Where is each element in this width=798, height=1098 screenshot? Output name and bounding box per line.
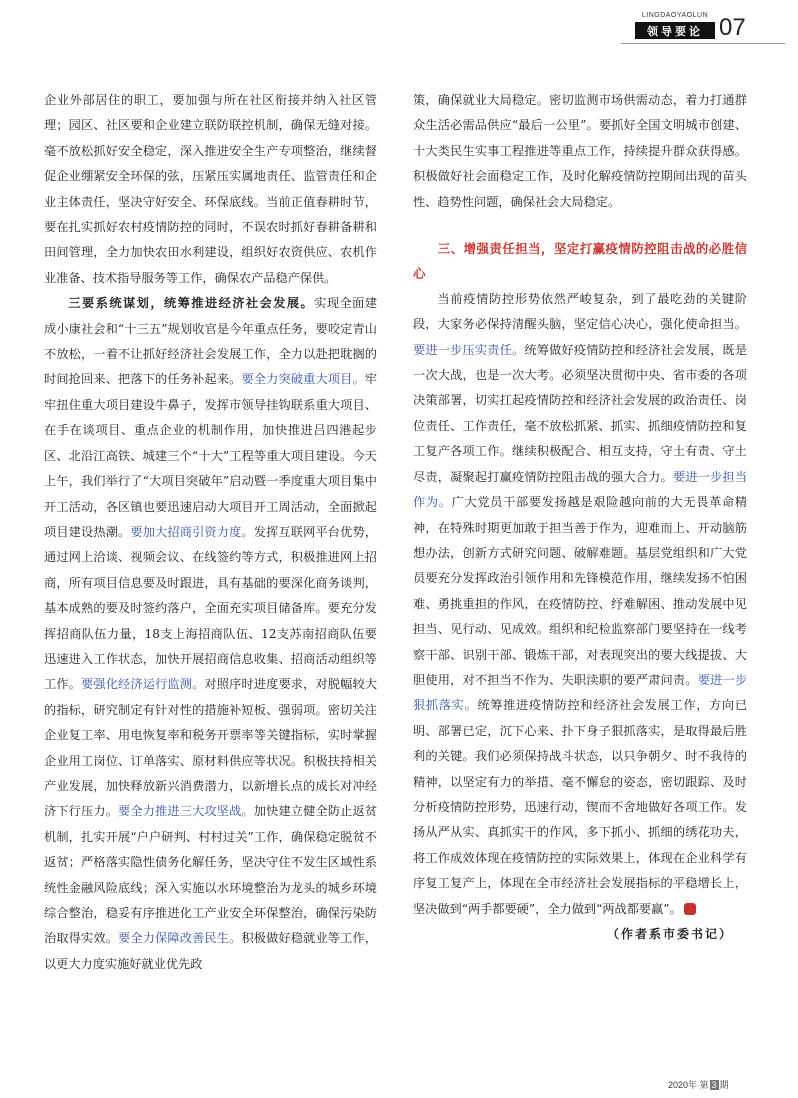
- paragraph: 三要系统谋划，统筹推进经济社会发展。实现全面建成小康社会和“十三五”规划收官是今年重点任务，要咬定青山不放松，一着不让抓好经济社会发展工作，全力以赴把耽搁的时间抢回来、把落下的任务补起来。要全力突破重大项目。牢牢扭住重大项目建设牛鼻子，发挥市领导挂钩联系重大项目、在手在谈项目、重点企业的机制作用，加快推进吕四港起步区、北沿江高铁、城建三个“十大”工程等重大项目建设。今天上午，我们举行了“大项目突破年”启动暨一季度重大项目集中开工活动，各区镇也要迅速启动大项目开工周活动，全面掀起项目建设热潮。要加大招商引资力度。发挥互联网平台优势，通过网上洽谈、视频会议、在线签约等方式，积极推进网上招商，所有项目信息要及时跟进，具有基础的要深化商务谈判，基本成熟的要及时签约落户，全面充实项目储备库。要充分发挥招商队伍力量，18支上海招商队伍、12支苏南招商队伍要迅速进入工作状态，加快开展招商信息收集、招商活动组织等工作。要强化经济运行监测。对照序时进度要求，对脱幅较大的指标，研究制定有针对性的措施补短板、强弱项。密切关注企业复工率、用电恢复率和税务开票率等关键指标，实时掌握企业用工岗位、订单落实、原材料供应等状况。积极扶持相关产业发展，加快释放新兴消费潜力，以新增长点的成长对冲经济下行压力。要全力推进三大攻坚战。加快建立健全防止返贫机制，扎实开展“户户研判、村村过关”工作，确保稳定脱贫不返贫；严格落实隐性债务化解任务，坚决守住不发生区域性系统性金融风险底线；深入实施以水环境整治为龙头的城乡环境综合整治，稳妥有序推进化工产业安全环保整治，确保污染防治取得实效。要全力保障改善民生。积极做好稳就业等工作，以更大力度实施好就业优先政: [44, 296, 378, 971]
- subpoint-heading: 要全力保障改善民生。: [118, 931, 242, 946]
- section-heading: 三、增强责任担当，坚定打赢疫情防控阻击战的必胜信心: [413, 241, 747, 282]
- right-column: [413, 88, 747, 947]
- page-footer: [668, 1078, 729, 1091]
- issue-suffix: 期: [719, 1080, 729, 1090]
- left-column: [44, 88, 377, 977]
- paragraph: 当前疫情防控形势依然严峻复杂，到了最吃劲的关键阶段，大家务必保持清醒头脑，坚定信心决心，强化使命担当。要进一步压实责任。统筹做好疫情防控和经济社会发展，既是一次大战，也是一次大考。必须坚决贯彻中央、省市委的各项决策部署，切实扛起疫情防控和经济社会发展的政治责任、岗位责任、工作责任，毫不放松抓紧、抓实、抓细疫情防控和复工复产各项工作。继续积极配合、相互支持，守土有责、守土尽责，凝聚起打赢疫情防控阻击战的强大合力。要进一步担当作为。广大党员干部要发扬越是艰险越向前的大无畏革命精神，在特殊时期更加敢于担当善于作为，迎难而上、开动脑筋想办法，创新方式研究问题、破解难题。基层党组织和广大党员要充分发挥政治引领作用和先锋模范作用，继续发扬不怕困难、勇挑重担的作风，在疫情防控、纾难解困、推动发展中见担当、见行动、见成效。组织和纪检监察部门要坚持在一线考察干部、识别干部、锻炼干部，对表现突出的要大线提拔、大胆使用，对不担当不作为、失职渎职的要严肃问责。要进一步狠抓落实。统筹推进疫情防控和经济社会发展工作，方向已明、部署已定，沉下心来、扑下身子狠抓落实，是取得最后胜利的关键。我们必须保持战斗状态，以只争朝夕、时不我待的精神，以坚定有力的举措、毫不懈怠的姿态，密切跟踪、及时分析疫情防控形势，迅速行动，锲而不舍地做好各项工作。发扬从严从实、真抓实干的作风，多下抓小、抓细的绣花功夫，将工作成效体现在疫情防控的实际效果上，体现在企业科学有序复工复产上，体现在全市经济社会发展指标的平稳增长上，坚决做到“两手都要硬”，全力做到“两战都要赢”。: [413, 291, 748, 916]
- page-number: 07: [719, 14, 746, 41]
- subpoint-heading: 要进一步压实责任。: [413, 342, 525, 357]
- subpoint-heading: 要全力突破重大项目。: [241, 372, 365, 387]
- paragraph: 策，确保就业大局稳定。密切监测市场供需动态，着力打通群众生活必需品供应“最后一公里”。要抓好全国文明城市创建、十大类民生实事工程推进等重点工作，持续提升群众获得感。积极做好社会面稳定工作，及时化解疫情防控期间出现的苗头性、趋势性问题，确保社会大局稳定。: [413, 93, 747, 209]
- subpoint-heading: 要进一步担当作为。: [413, 469, 748, 510]
- issue-number: 3: [711, 1080, 717, 1090]
- subpoint-heading: 要加大招商引资力度。: [130, 524, 254, 539]
- page-header: [621, 12, 785, 42]
- author-note: （作者系市委书记）: [606, 927, 733, 941]
- column-pinyin: LINGDAOYAOLUN: [641, 12, 709, 19]
- subpoint-heading: 要强化经济运行监测。: [81, 677, 205, 692]
- paragraph: 企业外部居住的职工，要加强与所在社区衔接并纳入社区管理；园区、社区要和企业建立联防联控机制，确保无缝对接。毫不放松抓好安全稳定，深入推进安全生产专项整治，继续督促企业绷紧安全环保的弦，压紧压实属地责任、监管责任和企业主体责任，坚决守好安全、环保底线。当前正值春耕时节，要在扎实抓好农村疫情防控的同时，不误农时抓好春耕备耕和田间管理，全力加快农田水利建设，组织好农资供应、农机作业准备、技术指导服务等工作，确保农产品稳产保供。: [44, 93, 377, 285]
- subpoint-heading: 要全力推进三大攻坚战。: [118, 804, 254, 819]
- end-mark-icon: [684, 903, 696, 915]
- column-name-badge: 领导要论: [635, 22, 715, 39]
- issue-year: 2020年 第: [668, 1080, 709, 1090]
- key-point: 三要系统谋划，统筹推进经济社会发展。: [68, 296, 315, 311]
- header-rule: [621, 43, 785, 44]
- subpoint-heading: 要进一步狠抓落实。: [413, 672, 748, 713]
